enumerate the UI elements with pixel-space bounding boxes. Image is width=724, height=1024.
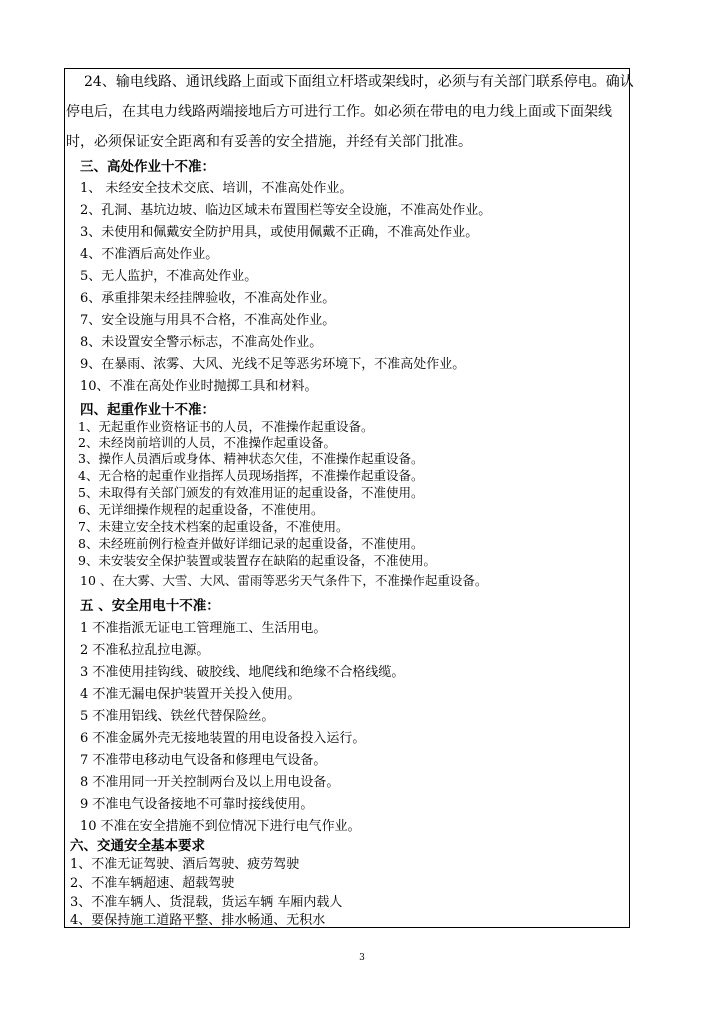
text-line: 时，必须保证安全距离和有妥善的安全措施，并经有关部门批准。 <box>66 134 472 150</box>
list-item: 9 不准电气设备接地不可靠时接线使用。 <box>80 797 314 812</box>
list-item: 8、未经班前例行检查并做好详细记录的起重设备，不准使用。 <box>78 536 424 551</box>
list-item: 1、不准无证驾驶、酒后驾驶、疲劳驾驶 <box>70 857 300 872</box>
list-item: 2、不准车辆超速、超载驾驶 <box>70 876 235 891</box>
list-item: 5 不准用铝线、铁丝代替保险丝。 <box>80 709 275 724</box>
list-item: 8、未设置安全警示标志，不准高处作业。 <box>80 335 323 350</box>
list-item: 4、要保持施工道路平整、排水畅通、无积水 <box>70 913 326 928</box>
list-item: 4、无合格的起重作业指挥人员现场指挥，不准操作起重设备。 <box>78 468 424 483</box>
text-line: 24、输电线路、通讯线路上面或下面组立杆塔或架线时，必须与有关部门联系停电。确认 <box>84 74 634 90</box>
list-item: 3、未使用和佩戴安全防护用具，或使用佩戴不正确，不准高处作业。 <box>80 225 479 240</box>
list-item: 5、无人监护，不准高处作业。 <box>80 269 258 284</box>
section-heading: 六、交通安全基本要求 <box>70 838 205 854</box>
list-item: 6、承重排架未经挂牌验收，不准高处作业。 <box>80 291 336 306</box>
list-item: 6、无详细操作规程的起重设备，不准使用。 <box>78 502 324 517</box>
list-item: 2、孔洞、基坑边坡、临边区域未布置围栏等安全设施，不准高处作业。 <box>80 203 492 218</box>
list-item: 10 、在大雾、大雪、大风、雷雨等恶劣天气条件下，不准操作起重设备。 <box>80 573 488 588</box>
list-item: 3、不准车辆人、货混载，货运车辆 车厢内载人 <box>70 895 343 910</box>
list-item: 8 不准用同一开关控制两台及以上用电设备。 <box>80 775 340 790</box>
list-item: 3、操作人员酒后或身体、精神状态欠佳，不准操作起重设备。 <box>78 451 424 466</box>
text-line: 停电后，在其电力线路两端接地后方可进行工作。如必须在带电的电力线上面或下面架线 <box>66 104 612 120</box>
list-item: 1 不准指派无证电工管理施工、生活用电。 <box>80 621 327 636</box>
section-heading: 三、高处作业十不准： <box>80 159 215 175</box>
list-item: 7 不准带电移动电气设备和修理电气设备。 <box>80 753 327 768</box>
page-number: 3 <box>359 953 365 963</box>
list-item: 2、未经岗前培训的人员，不准操作起重设备。 <box>78 435 336 450</box>
list-item: 9、未安装安全保护装置或装置存在缺陷的起重设备，不准使用。 <box>78 553 436 568</box>
section-heading: 五 、安全用电十不准： <box>80 598 220 614</box>
list-item: 9、在暴雨、浓雾、大风、光线不足等恶劣环境下，不准高处作业。 <box>80 357 466 372</box>
list-item: 7、安全设施与用具不合格，不准高处作业。 <box>80 313 336 328</box>
list-item: 1、无起重作业资格证书的人员，不准操作起重设备。 <box>78 419 374 434</box>
list-item: 4 不准无漏电保护装置开关投入使用。 <box>80 687 301 702</box>
list-item: 10、不准在高处作业时抛掷工具和材料。 <box>80 379 318 394</box>
section-heading: 四、起重作业十不准： <box>80 402 215 418</box>
list-item: 4、不准酒后高处作业。 <box>80 247 219 262</box>
list-item: 1、 未经安全技术交底、培训，不准高处作业。 <box>80 181 353 196</box>
list-item: 10 不准在安全措施不到位情况下进行电气作业。 <box>80 819 361 834</box>
list-item: 5、未取得有关部门颁发的有效准用证的起重设备，不准使用。 <box>78 485 424 500</box>
list-item: 7、未建立安全技术档案的起重设备，不准使用。 <box>78 519 349 534</box>
list-item: 2 不准私拉乱拉电源。 <box>80 643 210 658</box>
list-item: 3 不准使用挂钩线、破胶线、地爬线和绝缘不合格线缆。 <box>80 665 405 680</box>
list-item: 6 不准金属外壳无接地装置的用电设备投入运行。 <box>80 731 366 746</box>
